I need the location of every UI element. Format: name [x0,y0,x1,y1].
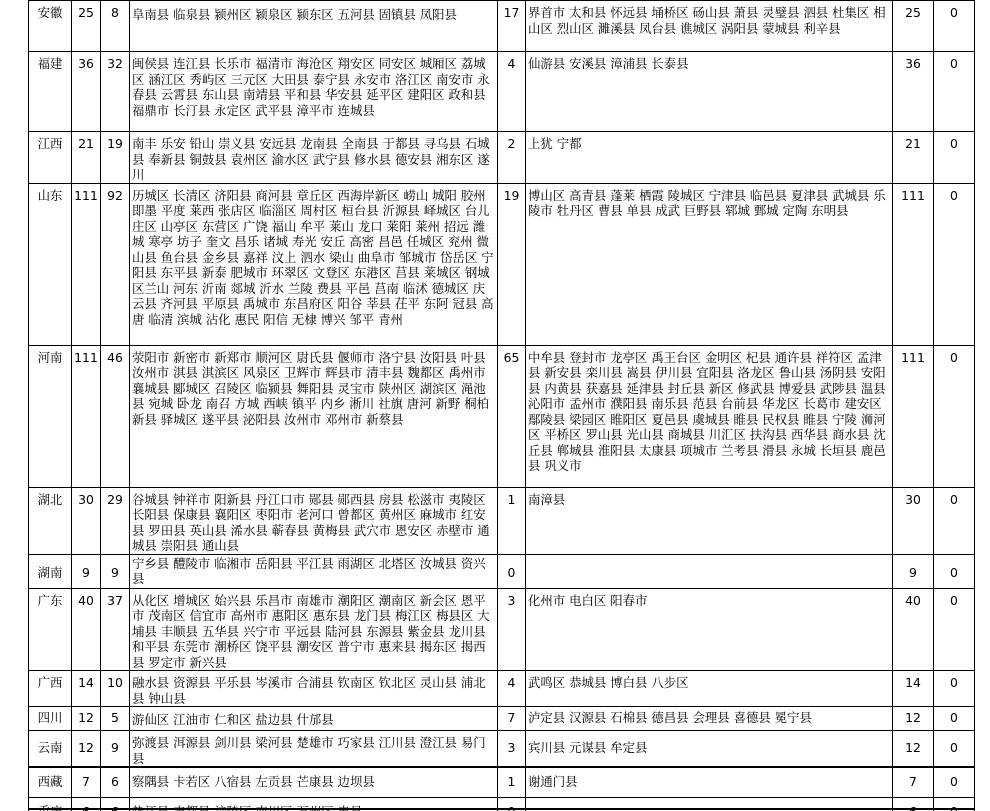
col7-cell: 0 [934,183,975,345]
group2-count-cell: 4 [498,671,526,707]
group1-count-cell: 92 [101,183,130,345]
group2-list-cell: 武鸣区 恭城县 博白县 八步区 [526,671,893,707]
table-row [29,52,975,132]
group1-count-cell: 10 [101,671,130,707]
col6-cell: 7 [893,767,934,797]
total-cell: 40 [72,588,101,671]
group1-list-cell: 阜南县 临泉县 颍州区 颍泉区 颍东区 五河县 固镇县 凤阳县 [130,1,498,52]
col7-cell: 0 [934,132,975,184]
group2-count-cell: 1 [498,767,526,797]
col6-cell: 21 [893,132,934,184]
province-cell: 安徽 [29,1,72,52]
group1-list-cell: 荥阳市 新密市 新郑市 顺河区 尉氏县 偃师市 洛宁县 汝阳县 叶县 汝州市 淇县 淇滨区 风泉区 卫辉市 辉县市 清丰县 魏都区 禹州市 襄城县 郾城区 召陵区 临颍县 舞阳县 灵宝市 陕州区 湖滨区 渑池县 宛城 卧龙 南召 方城 西峡 镇平 内乡 淅川 社旗 唐河 新野 桐柏 新县 驿城区 遂平县 泌阳县 汝州市 邓州市 新蔡县 [130,345,498,487]
table-row [29,132,975,184]
province-cell: 湖北 [29,487,72,554]
col7-cell: 0 [934,671,975,707]
group1-count-cell: 32 [101,52,130,132]
col7-cell: 0 [934,588,975,671]
group2-list-cell [526,554,893,588]
group2-count-cell: 3 [498,588,526,671]
group2-list-cell: 南漳县 [526,487,893,554]
group2-list-cell: 上犹 宁都 [526,132,893,184]
col6-cell: 14 [893,671,934,707]
col6-cell: 12 [893,731,934,768]
total-cell: 12 [72,731,101,768]
group2-count-cell: 1 [498,487,526,554]
group1-count-cell: 8 [101,1,130,52]
group2-list-cell: 化州市 电白区 阳春市 [526,588,893,671]
total-cell: 21 [72,132,101,184]
group1-count-cell: 5 [101,707,130,731]
province-cell: 福建 [29,52,72,132]
col6-cell: 111 [893,183,934,345]
table-bottom-border [28,808,974,810]
total-cell: 111 [72,345,101,487]
total-cell: 25 [72,1,101,52]
province-cell: 湖南 [29,554,72,588]
group2-count-cell: 2 [498,132,526,184]
table-row [29,554,975,588]
province-cell: 河南 [29,345,72,487]
group1-list-cell: 弥渡县 洱源县 剑川县 梁河县 楚雄市 巧家县 江川县 澄江县 易门县 [130,731,498,768]
table-row [29,731,975,768]
total-cell: 30 [72,487,101,554]
total-cell: 12 [72,707,101,731]
col7-cell: 0 [934,52,975,132]
table-row [29,487,975,554]
table-row [29,183,975,345]
group2-list-cell: 界首市 太和县 怀远县 埇桥区 砀山县 萧县 灵璧县 泗县 杜集区 相山区 烈山区 濉溪县 凤台县 谯城区 涡阳县 蒙城县 利辛县 [526,1,893,52]
group1-list-cell: 察隅县 卡若区 八宿县 左贡县 芒康县 边坝县 [130,767,498,797]
group1-list-cell: 闽侯县 连江县 长乐市 福清市 海沧区 翔安区 同安区 城厢区 荔城区 涵江区 秀屿区 三元区 大田县 泰宁县 永安市 洛江区 南安市 永春县 云霄县 东山县 南靖县 平和县 华安县 延平区 建阳区 政和县 福鼎市 长汀县 永定区 武平县 漳平市 连城县 [130,52,498,132]
col7-cell: 0 [934,767,975,797]
total-cell: 9 [72,554,101,588]
group1-list-cell: 游仙区 江油市 仁和区 盐边县 什邡县 [130,707,498,731]
col6-cell: 111 [893,345,934,487]
group2-list-cell: 博山区 高青县 蓬莱 栖霞 陵城区 宁津县 临邑县 夏津县 武城县 乐陵市 牡丹区 曹县 单县 成武 巨野县 郓城 鄄城 定陶 东明县 [526,183,893,345]
group2-list-cell: 宾川县 元谋县 牟定县 [526,731,893,768]
province-cell: 西藏 [29,767,72,797]
col6-cell: 25 [893,1,934,52]
group2-list-cell: 仙游县 安溪县 漳浦县 长泰县 [526,52,893,132]
group2-count-cell: 17 [498,1,526,52]
col6-cell: 36 [893,52,934,132]
total-cell: 111 [72,183,101,345]
col7-cell: 0 [934,487,975,554]
col6-cell: 9 [893,554,934,588]
total-cell: 14 [72,671,101,707]
document-page [28,0,976,811]
county-table [28,0,975,811]
group2-list-cell: 泸定县 汉源县 石棉县 德昌县 会理县 喜德县 冕宁县 [526,707,893,731]
col7-cell: 0 [934,707,975,731]
table-row [29,588,975,671]
total-cell: 7 [72,767,101,797]
province-cell: 广东 [29,588,72,671]
group2-count-cell: 0 [498,554,526,588]
group1-list-cell: 谷城县 钟祥市 阳新县 丹江口市 郧县 郧西县 房县 松滋市 夷陵区 长阳县 保康县 襄阳区 枣阳市 老河口 曾都区 黄州区 麻城市 红安县 罗田县 英山县 浠水县 蕲春县 黄梅县 武穴市 恩安区 赤壁市 通城县 崇阳县 通山县 [130,487,498,554]
group1-count-cell: 6 [101,767,130,797]
table-row [29,671,975,707]
table-row [29,767,975,797]
col6-cell: 40 [893,588,934,671]
col7-cell: 0 [934,554,975,588]
col7-cell: 0 [934,345,975,487]
group1-list-cell: 南丰 乐安 铅山 崇义县 安远县 龙南县 全南县 于都县 寻乌县 石城县 奉新县 铜鼓县 袁州区 渝水区 武宁县 修水县 德安县 湘东区 遂川 [130,132,498,184]
group1-list-cell: 宁乡县 醴陵市 临湘市 岳阳县 平江县 雨湖区 北塔区 汝城县 资兴县 [130,554,498,588]
group2-count-cell: 3 [498,731,526,768]
col6-cell: 12 [893,707,934,731]
col6-cell: 30 [893,487,934,554]
group1-list-cell: 历城区 长清区 济阳县 商河县 章丘区 西海岸新区 崂山 城阳 胶州 即墨 平度 莱西 张店区 临淄区 周村区 桓台县 沂源县 峄城区 台儿庄区 山亭区 东营区 广饶 福山 牟平 莱山 龙口 莱阳 莱州 招远 潍城 寒亭 坊子 奎文 昌乐 诸城 寿光 安丘 高密 昌邑 任城区 兖州 微山县 鱼台县 金乡县 嘉祥 汶上 泗水 梁山 曲阜市 邹城市 岱岳区 宁阳县 东平县 新泰 肥城市 环翠区 文登区 东港区 莒县 莱城区 钢城区兰山 河东 沂南 郯城 沂水 兰陵 费县 平邑 莒南 临沭 德城区 庆云县 齐河县 平原县 禹城市 东昌府区 阳谷 莘县 茌平 东阿 冠县 高唐 临清 滨城 沾化 惠民 阳信 无棣 博兴 邹平 青州 [130,183,498,345]
province-cell: 广西 [29,671,72,707]
group2-list-cell: 中牟县 登封市 龙亭区 禹王台区 金明区 杞县 通许县 祥符区 孟津县 新安县 栾川县 嵩县 伊川县 宜阳县 洛龙区 鲁山县 汤阴县 安阳县 内黄县 获嘉县 延津县 封丘县 新区 修武县 博爱县 武陟县 温县 沁阳市 孟州市 濮阳县 南乐县 范县 台前县 华龙区 长葛市 建安区 鄢陵县 梁园区 睢阳区 夏邑县 虞城县 睢县 民权县 睢县 宁陵 浉河区 平桥区 罗山县 光山县 商城县 川汇区 扶沟县 西华县 商水县 沈丘县 郸城县 淮阳县 太康县 项城市 兰考县 滑县 永城 长垣县 鹿邑县 巩义市 [526,345,893,487]
group2-count-cell: 7 [498,707,526,731]
province-cell: 江西 [29,132,72,184]
group1-list-cell: 融水县 资源县 平乐县 岑溪市 合浦县 钦南区 钦北区 灵山县 浦北县 钟山县 [130,671,498,707]
group1-count-cell: 37 [101,588,130,671]
province-cell: 山东 [29,183,72,345]
group2-count-cell: 65 [498,345,526,487]
group1-count-cell: 19 [101,132,130,184]
group1-count-cell: 9 [101,731,130,768]
table-row [29,345,975,487]
group1-count-cell: 46 [101,345,130,487]
province-cell: 云南 [29,731,72,768]
table-row [29,1,975,52]
group1-count-cell: 29 [101,487,130,554]
group1-count-cell: 9 [101,554,130,588]
group2-list-cell: 谢通门县 [526,767,893,797]
table-row [29,707,975,731]
group2-count-cell: 4 [498,52,526,132]
group2-count-cell: 19 [498,183,526,345]
col7-cell: 0 [934,731,975,768]
total-cell: 36 [72,52,101,132]
province-cell: 四川 [29,707,72,731]
col7-cell: 0 [934,1,975,52]
group1-list-cell: 从化区 增城区 始兴县 乐昌市 南雄市 潮阳区 潮南区 新会区 恩平市 茂南区 信宜市 高州市 惠阳区 惠东县 龙门县 梅江区 梅县区 大埔县 丰顺县 五华县 兴宁市 平远县 陆河县 东源县 紫金县 龙川县 和平县 东莞市 潮桥区 饶平县 潮安区 普宁市 惠来县 揭东区 揭西县 罗定市 新兴县 [130,588,498,671]
